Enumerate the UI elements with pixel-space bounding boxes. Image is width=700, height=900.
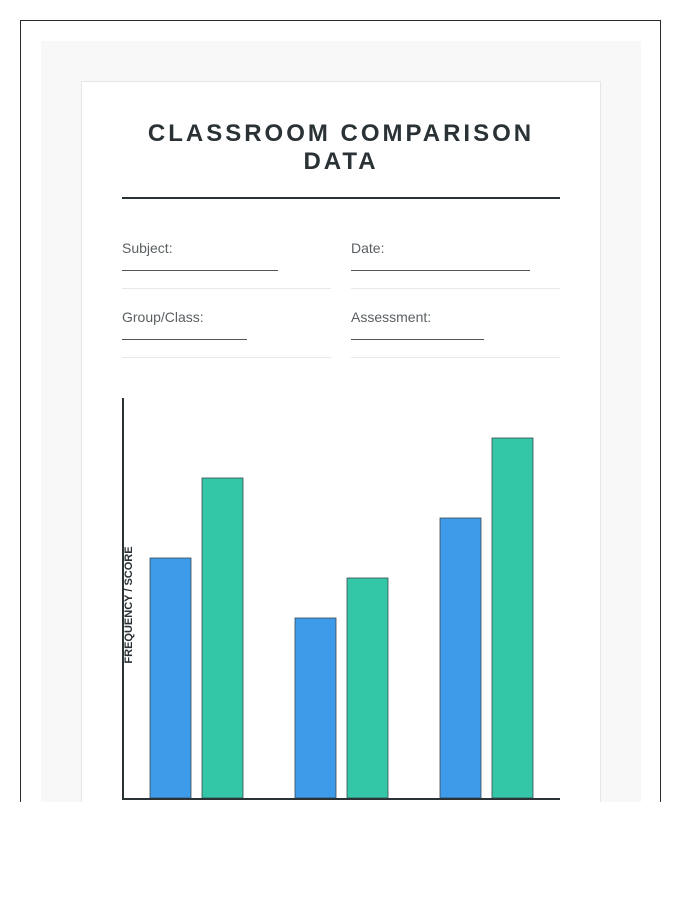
page-title: CLASSROOM COMPARISON DATA <box>147 120 535 175</box>
y-axis-label: FREQUENCY / SCORE <box>123 546 135 664</box>
bar-series2-group1 <box>202 478 243 798</box>
bar-series1-group3 <box>440 518 481 798</box>
date-label: Date: <box>351 240 385 256</box>
bar-series1-group1 <box>150 558 191 798</box>
bar-series2-group2 <box>347 578 388 798</box>
subject-label: Subject: <box>122 240 173 256</box>
assessment-label: Assessment: <box>351 309 432 325</box>
bar-series2-group3 <box>492 438 533 798</box>
bar-series1-group2 <box>295 618 336 798</box>
group-class-label: Group/Class: <box>122 309 204 325</box>
